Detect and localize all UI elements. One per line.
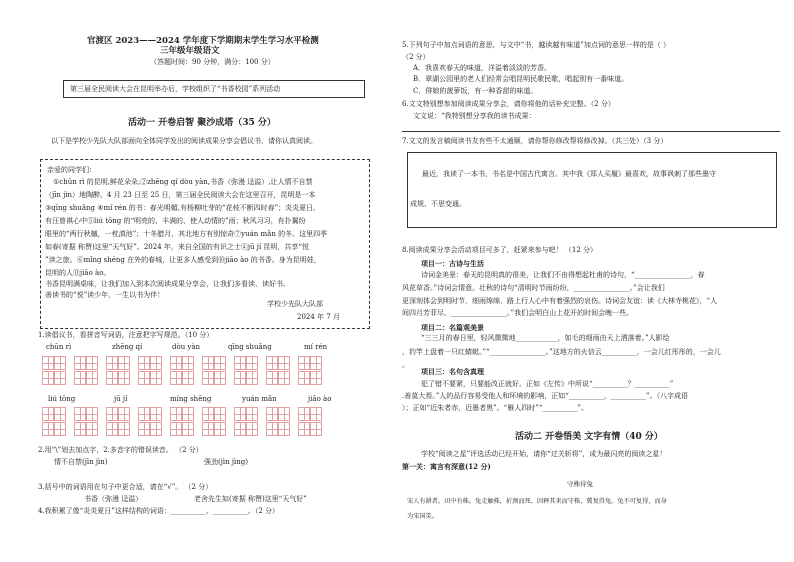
- q5-score: （2 分）: [402, 53, 430, 61]
- project1-line: 诗词金美景：春天的昆明真的很美，让我们不由得想起杜甫的诗句，“________________，春: [421, 271, 705, 279]
- pinyin: jiāo ào: [308, 395, 332, 403]
- q4-text: 4.我积累了像“炎炎夏日”这样结构的词语：__________、__________。（2 分）: [38, 507, 280, 515]
- intro-box: [63, 80, 365, 98]
- pinyin: dòu yàn: [172, 343, 201, 351]
- pinyin: míng shēng: [170, 395, 212, 403]
- project2-title: 项目二：名篇观美景: [421, 323, 484, 332]
- q7-box-text[interactable]: 最近，我读了一本书，书名是中国古代寓言。其中我《郑人买履》最喜欢，故事讽刺了那些墨守: [422, 170, 716, 178]
- q2-line1[interactable]: 情不自禁(jīn jìn): [54, 458, 108, 466]
- q2-text: 2.用“\”划去加点字，2.多音字的错误读音。 （2 分）: [38, 446, 203, 454]
- story-line: 宋人有耕者。田中有株。兔走触株，折颈而死。因释其耒而守株，冀复得兔。兔不可复得，而身: [407, 498, 667, 505]
- q3-line1[interactable]: 书香（弥漫 迳溢）: [84, 495, 143, 503]
- project2-line: 。: [402, 361, 409, 369]
- letter-line: 书香昆明满桌味，让我们加入到本次阅读成果分享会，让我们多看读、读好书、: [45, 280, 290, 288]
- pinyin: yuán mǎn: [242, 395, 277, 403]
- q5-option-a[interactable]: A．我喜欢春天的味道，洋溢着淡淡的芳香。: [413, 64, 552, 72]
- q7-box: [407, 152, 777, 228]
- pinyin: jū jí: [114, 395, 128, 403]
- q6-text: 6.文文特别想参加阅读成果分享会，请你将他的话补充完整。（2 分）: [402, 100, 615, 108]
- letter-line: ③qīng shuǎng ④mí rén 的书：春光明媚,有杨柳吐芽的“花枝不断四时春”；炎炎夏日,: [45, 204, 316, 212]
- exam-subtitle: 三年级年级语文: [160, 46, 220, 56]
- exam-title: 官渡区 2023——2024 学年度下学期期末学生学习水平检测: [87, 36, 319, 46]
- part1-title: 第一关：寓言有深意(12 分): [402, 462, 491, 471]
- letter-greeting: 亲爱的同学们：: [47, 166, 96, 174]
- q7-text: 7.文文的发言稿阅读书友有些不太通顺，请你帮你修改帮将修改掉。（共三处）（3 分）: [402, 137, 668, 145]
- writing-grid-row1b[interactable]: [42, 371, 322, 385]
- letter-line: 善读书的“悦”读少年，一生以书为伴！: [45, 291, 165, 299]
- project1-line: 间四月芳菲尽，________________。”我们会明白山上花开的时间会晚一些。: [402, 309, 634, 317]
- activity1-heading: 活动一 开卷启智 聚沙成塔（35 分）: [128, 118, 276, 128]
- project3-line: .善莫大焉。”人的品行容易受他人和环境的影响，正如“__________，__________”。（八字成语: [402, 392, 688, 400]
- project3-line: ）；正如“近朱者赤，近墨者黑”。“雁人四时”“__________”。: [402, 404, 588, 412]
- q1-text: 1.读倡议书，看拼音写词语，注意把字写规范。（10 分）: [38, 331, 214, 339]
- activity1-desc: 以下是学校少先队大队部面向全体同学发出的阅读成果分享会倡议书，请你认真阅读。: [51, 137, 317, 145]
- q6-answer-line[interactable]: [402, 131, 780, 132]
- letter-line: 眼里的“两行秋槭，一枕滇池”；十冬腊月，其北地方有别惊奇⑦yuán mǎn 的冬。这里四季: [45, 230, 328, 238]
- project2-line: ，钓竿上盘着一只红蜻蜓。”“________________。”这地方的火信云__________，一会儿红彤彤的，一会儿: [402, 348, 721, 356]
- project1-line: 更深刻体会到明时节，细雨绵绵，路上行人心中有着强烈的哀伤。诗词会友谊：读《大林寺桃花》，“人: [402, 297, 718, 305]
- letter-line: ①chūn rì 的昆明,鲜花朵朵,②zhēng qí dòu yàn,书香（弥漫 迳溢）,让人情不自禁: [53, 178, 313, 186]
- q3-line2[interactable]: 老舍先生如(寄据 称赞)这里“天气好”: [194, 495, 307, 503]
- right-column: [397, 0, 794, 562]
- q6-prompt: 文文说：“我特别想分享我的读书成果：: [413, 112, 536, 120]
- pinyin: mí rén: [304, 343, 328, 351]
- q5-option-b[interactable]: B．翠湖公园里的老人们经常会唱昆明民歌民歌，唱起别有一番味道。: [413, 75, 629, 83]
- exam-meta: （答题时间：90 分钟，满分：100 分）: [150, 58, 275, 66]
- pinyin: qīng shuǎng: [228, 343, 272, 351]
- letter-line: （jīn jìn）地陶醉。4 月 23 日至 25 日，第三届全民阅读大会在这里召开，昆明是一本: [45, 191, 316, 199]
- letter-line: 如春(寄据 称赞)这里“天气好”。2024 年，来自全国的有识之士④jū jí 昆明，共享“悦: [45, 243, 309, 251]
- q7-box-text[interactable]: 成规、不思变通。: [410, 200, 466, 208]
- activity2-desc: 学校“阅读之星”评选活动已经开始，请你“过关斩将”，成为最闪亮的阅读之星！: [421, 450, 667, 458]
- letter-line: 昆明的人⑪jiāo ào。: [45, 269, 111, 277]
- activity2-heading: 活动二 开卷悟美 文字有情（40 分）: [515, 432, 663, 442]
- letter-box: [40, 159, 370, 329]
- letter-line: ”读之旅。⑥mǐng shéng 在外的春城，让更多人感受到⑩jiāo ào 的书香。身为昆明娃，: [45, 256, 321, 264]
- writing-grid-row1[interactable]: [42, 356, 322, 370]
- letter-line: 有汪曾祺心中⑤liú tōng 的“明亮的、丰满的、使人动情的”雨；秋风习习，有扑翼纷: [45, 217, 306, 225]
- pinyin: chūn rì: [46, 343, 72, 351]
- q8-text: 8.阅读成果分享会活动项目可多了，赶紧来参与吧！ （12 分）: [402, 246, 598, 254]
- q5-text: 5.下列句子中加点词语的意思，与文中“书，越读越有味道”加点词的意思一样的是（ ）: [402, 41, 671, 49]
- intro-text: 第三届全民阅读大会在昆明举办后，学校组织了“书香校园”系列活动: [70, 85, 281, 93]
- project1-title: 项目一：古诗与生活: [421, 259, 484, 268]
- writing-grid-row2b[interactable]: [42, 422, 322, 436]
- pinyin: zhēng qí: [112, 343, 143, 351]
- letter-signature: 学校少先队大队部: [267, 300, 323, 308]
- project3-line: 犯了错不要紧，只要能改正就好。正如《左传》中所说“__________？__________”: [421, 380, 674, 388]
- project3-title: 项目三：名句含真理: [421, 367, 484, 376]
- project2-line: “三三月的春日里，轻风微微地____________，如毛的细雨由天上洒落着。”人影绘: [421, 334, 670, 342]
- pinyin: liú tōng: [48, 395, 76, 403]
- story-line: 为宋国笑。: [407, 513, 438, 520]
- writing-grid-row2[interactable]: [42, 407, 322, 421]
- letter-date: 2024 年 7 月: [297, 313, 340, 321]
- project1-line: 风花草香。”诗词会情意。壮秋的诗句“清明时节雨纷纷，________________。”会让我们: [402, 284, 665, 292]
- story-title: 守株待兔: [567, 480, 593, 488]
- q5-option-c[interactable]: C．俳娘的菠萝饭，有一种香甜的味道。: [413, 87, 538, 95]
- q3-text: 3.括号中的词语用在句子中更合适，请在“√”。 （2 分）: [38, 483, 213, 491]
- q2-line2[interactable]: 强劲(jìn jìng): [204, 458, 249, 466]
